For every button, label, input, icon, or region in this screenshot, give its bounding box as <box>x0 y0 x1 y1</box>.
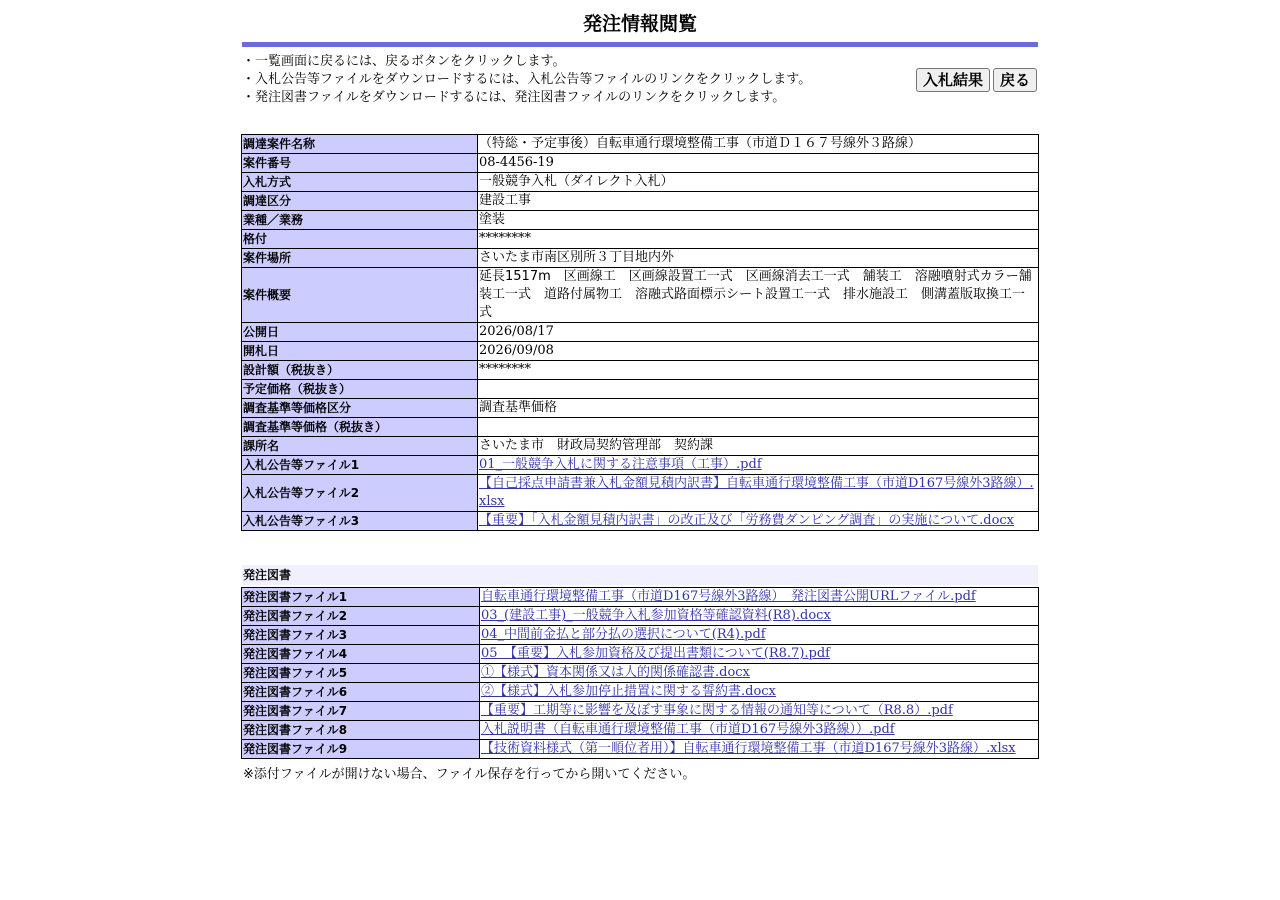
drawing-file-link[interactable]: 入札説明書（自転車通行環境整備工事（市道D167号線外3路線））.pdf <box>481 722 895 737</box>
detail-label: 調達区分 <box>242 192 478 211</box>
instruction-line: ・入札公告等ファイルをダウンロードするには、入札公告等ファイルのリンクをクリックします。 <box>242 72 812 87</box>
drawing-file-cell <box>480 664 1039 683</box>
detail-row <box>242 192 1039 211</box>
detail-row <box>242 268 1039 323</box>
detail-value: （特総・予定事後）自転車通行環境整備工事（市道Ｄ１６７号線外３路線） <box>478 135 1039 154</box>
detail-value: 延長1517m 区画線工 区画線設置工一式 区画線消去工一式 舗装工 溶融噴射式カラー舗装工一式 道路付属物工 溶融式路面標示シート設置工一式 排水施設工 側溝蓋版取換工一式 <box>478 268 1039 323</box>
drawing-file-label: 発注図書ファイル4 <box>242 645 480 664</box>
detail-label: 予定価格（税抜き） <box>242 380 478 399</box>
detail-label: 調査基準等価格区分 <box>242 399 478 418</box>
notice-file-row <box>242 475 1039 512</box>
detail-value: 2026/08/17 <box>478 323 1039 342</box>
drawing-file-label: 発注図書ファイル2 <box>242 607 480 626</box>
drawing-file-row <box>242 607 1039 626</box>
detail-label: 案件番号 <box>242 154 478 173</box>
drawing-file-label: 発注図書ファイル9 <box>242 740 480 759</box>
drawing-file-cell <box>480 588 1039 607</box>
detail-label: 設計額（税抜き） <box>242 361 478 380</box>
drawing-file-label: 発注図書ファイル5 <box>242 664 480 683</box>
detail-value: 2026/09/08 <box>478 342 1039 361</box>
detail-label: 調査基準等価格（税抜き） <box>242 418 478 437</box>
detail-value: 塗装 <box>478 211 1039 230</box>
drawing-file-link[interactable]: ②【様式】入札参加停止措置に関する誓約書.docx <box>481 684 776 699</box>
drawing-file-cell <box>480 645 1039 664</box>
drawing-file-label: 発注図書ファイル3 <box>242 626 480 645</box>
page-container <box>242 0 1038 782</box>
drawing-file-link[interactable]: ①【様式】資本関係又は人的関係確認書.docx <box>481 665 750 680</box>
detail-value: さいたま市 財政局契約管理部 契約課 <box>478 437 1039 456</box>
detail-row <box>242 173 1039 192</box>
detail-value: 一般競争入札（ダイレクト入札） <box>478 173 1039 192</box>
drawing-file-cell <box>480 683 1039 702</box>
drawing-file-cell <box>480 607 1039 626</box>
detail-row <box>242 361 1039 380</box>
bid-result-button[interactable]: 入札結果 <box>916 68 990 92</box>
notice-file-row <box>242 456 1039 475</box>
detail-row <box>242 135 1039 154</box>
instructions-row <box>242 53 1038 115</box>
detail-value: ******** <box>478 361 1039 380</box>
detail-value <box>478 380 1039 399</box>
notice-file-cell <box>478 475 1039 512</box>
detail-value: ******** <box>478 230 1039 249</box>
notice-file-label: 入札公告等ファイル2 <box>242 475 478 512</box>
drawing-file-link[interactable]: 05 【重要】入札参加資格及び提出書類について(R8.7).pdf <box>481 646 830 661</box>
notice-file-cell <box>478 456 1039 475</box>
drawing-file-row <box>242 626 1039 645</box>
drawing-file-link[interactable]: 【技術資料様式（第一順位者用）】自転車通行環境整備工事（市道D167号線外3路線）.xlsx <box>481 741 1016 756</box>
detail-label: 入札方式 <box>242 173 478 192</box>
header-buttons <box>913 68 1037 92</box>
notice-file-cell <box>478 512 1039 531</box>
detail-row <box>242 380 1039 399</box>
detail-value: 08-4456-19 <box>478 154 1039 173</box>
drawing-file-row <box>242 683 1039 702</box>
drawing-file-label: 発注図書ファイル1 <box>242 588 480 607</box>
notice-file-link[interactable]: 【自己採点申請書兼入札金額見積内訳書】自転車通行環境整備工事（市道D167号線外3路線）.xlsx <box>479 476 1034 509</box>
instruction-line: ・一覧画面に戻るには、戻るボタンをクリックします。 <box>242 54 566 69</box>
drawing-file-row <box>242 588 1039 607</box>
detail-value: 建設工事 <box>478 192 1039 211</box>
drawings-section-title: 発注図書 <box>242 565 1038 585</box>
detail-value: さいたま市南区別所３丁目地内外 <box>478 249 1039 268</box>
drawings-table <box>241 587 1039 759</box>
notice-file-label: 入札公告等ファイル1 <box>242 456 478 475</box>
drawing-file-cell <box>480 702 1039 721</box>
notice-file-link[interactable]: 01_一般競争入札に関する注意事項（工事）.pdf <box>479 457 762 472</box>
drawing-file-row <box>242 664 1039 683</box>
detail-row <box>242 249 1039 268</box>
drawing-file-link[interactable]: 自転車通行環境整備工事（市道D167号線外3路線） 発注図書公開URLファイル.pdf <box>481 589 976 604</box>
detail-row <box>242 211 1039 230</box>
detail-label: 開札日 <box>242 342 478 361</box>
detail-label: 業種／業務 <box>242 211 478 230</box>
drawing-file-cell <box>480 721 1039 740</box>
detail-row <box>242 154 1039 173</box>
detail-row <box>242 342 1039 361</box>
details-table <box>241 134 1039 531</box>
detail-label: 課所名 <box>242 437 478 456</box>
notice-file-row <box>242 512 1039 531</box>
detail-row <box>242 323 1039 342</box>
notice-file-label: 入札公告等ファイル3 <box>242 512 478 531</box>
detail-label: 公開日 <box>242 323 478 342</box>
drawing-file-row <box>242 702 1039 721</box>
back-button[interactable]: 戻る <box>993 68 1037 92</box>
detail-label: 格付 <box>242 230 478 249</box>
drawing-file-label: 発注図書ファイル7 <box>242 702 480 721</box>
detail-row <box>242 437 1039 456</box>
instruction-line: ・発注図書ファイルをダウンロードするには、発注図書ファイルのリンクをクリックします。 <box>242 90 786 105</box>
detail-row <box>242 418 1039 437</box>
drawing-file-row <box>242 721 1039 740</box>
drawing-file-cell <box>480 626 1039 645</box>
footer-note: ※添付ファイルが開けない場合、ファイル保存を行ってから開いてください。 <box>243 767 696 782</box>
drawing-file-cell <box>480 740 1039 759</box>
detail-label: 調達案件名称 <box>242 135 478 154</box>
detail-value: 調査基準価格 <box>478 399 1039 418</box>
page-title: 発注情報閲覧 <box>582 13 697 35</box>
drawing-file-label: 発注図書ファイル6 <box>242 683 480 702</box>
detail-row <box>242 230 1039 249</box>
detail-row <box>242 399 1039 418</box>
detail-label: 案件概要 <box>242 268 478 323</box>
drawing-file-row <box>242 740 1039 759</box>
drawing-file-link[interactable]: 03_(建設工事)_一般競争入札参加資格等確認資料(R8).docx <box>481 608 831 623</box>
drawing-file-link[interactable]: 04_中間前金払と部分払の選択について(R4).pdf <box>481 627 766 642</box>
detail-label: 案件場所 <box>242 249 478 268</box>
drawing-file-label: 発注図書ファイル8 <box>242 721 480 740</box>
notice-file-link[interactable]: 【重要】「入札金額見積内訳書」の改正及び「労務費ダンピング調査」の実施について.docx <box>479 513 1015 528</box>
title-divider <box>242 42 1038 47</box>
detail-value <box>478 418 1039 437</box>
drawing-file-link[interactable]: 【重要】工期等に影響を及ぼす事象に関する情報の通知等について（R8.8）.pdf <box>481 703 953 718</box>
drawing-file-row <box>242 645 1039 664</box>
